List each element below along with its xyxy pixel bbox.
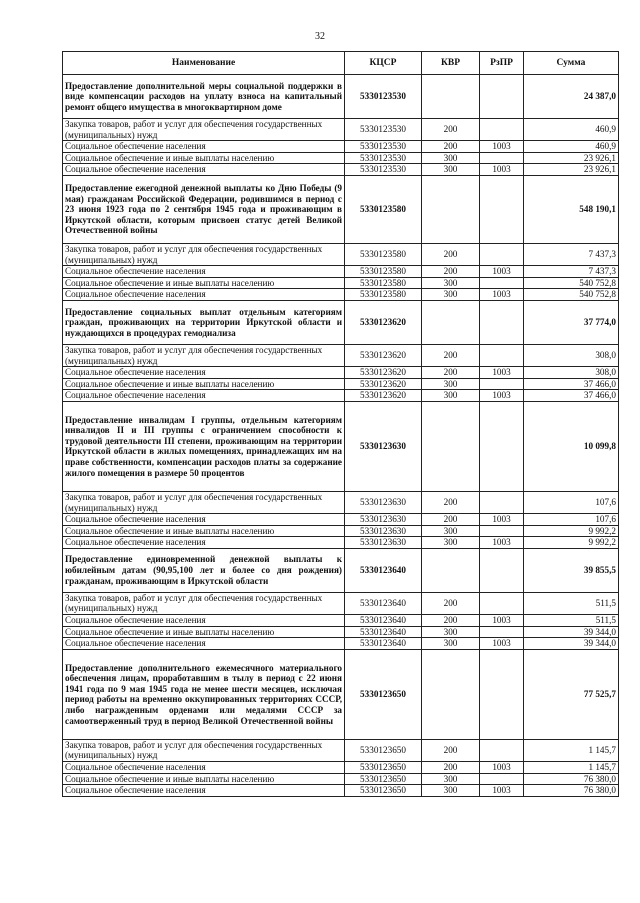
row-name-cell: Социальное обеспечение и иные выплаты населению — [63, 277, 345, 289]
table-row — [63, 592, 619, 614]
table-row — [63, 266, 619, 278]
row-kvr-cell: 200 — [422, 615, 480, 627]
row-rzpr-cell — [480, 626, 524, 638]
program-sum-cell: 37 774,0 — [524, 300, 619, 344]
row-kcsr-cell: 5330123580 — [345, 243, 422, 265]
table-row — [63, 773, 619, 785]
table-row — [63, 367, 619, 379]
row-sum-cell: 511,5 — [524, 592, 619, 614]
row-kcsr-cell: 5330123630 — [345, 514, 422, 526]
program-sum-cell: 77 525,7 — [524, 649, 619, 739]
table-header-row — [63, 52, 619, 75]
table-row — [63, 390, 619, 402]
row-kcsr-cell: 5330123620 — [345, 367, 422, 379]
row-kcsr-cell: 5330123650 — [345, 739, 422, 761]
program-sum-cell: 24 387,0 — [524, 75, 619, 119]
row-name-cell: Социальное обеспечение населения — [63, 266, 345, 278]
row-kvr-cell: 200 — [422, 739, 480, 761]
row-name-cell: Закупка товаров, работ и услуг для обеспечения государственных (муниципальных) нужд — [63, 739, 345, 761]
row-kvr-cell: 200 — [422, 762, 480, 774]
row-kcsr-cell: 5330123530 — [345, 141, 422, 153]
row-kcsr-cell: 5330123650 — [345, 785, 422, 797]
program-row — [63, 300, 619, 344]
row-name-cell: Социальное обеспечение и иные выплаты населению — [63, 378, 345, 390]
table-row — [63, 491, 619, 513]
row-kcsr-cell: 5330123630 — [345, 525, 422, 537]
table-row — [63, 525, 619, 537]
row-name-cell: Закупка товаров, работ и услуг для обеспечения государственных (муниципальных) нужд — [63, 344, 345, 366]
program-rzpr-cell — [480, 649, 524, 739]
row-kvr-cell: 300 — [422, 773, 480, 785]
table-row — [63, 638, 619, 650]
row-rzpr-cell — [480, 592, 524, 614]
program-sum-cell: 10 099,8 — [524, 401, 619, 491]
row-kcsr-cell: 5330123530 — [345, 119, 422, 141]
table-row — [63, 615, 619, 627]
row-kcsr-cell: 5330123580 — [345, 277, 422, 289]
row-name-cell: Социальное обеспечение населения — [63, 141, 345, 153]
row-kvr-cell: 300 — [422, 378, 480, 390]
row-sum-cell: 107,6 — [524, 491, 619, 513]
row-sum-cell: 39 344,0 — [524, 626, 619, 638]
row-rzpr-cell: 1003 — [480, 266, 524, 278]
row-rzpr-cell — [480, 277, 524, 289]
row-kcsr-cell: 5330123620 — [345, 378, 422, 390]
row-kcsr-cell: 5330123630 — [345, 537, 422, 549]
program-sum-cell: 548 190,1 — [524, 175, 619, 243]
row-kvr-cell: 200 — [422, 119, 480, 141]
table-row — [63, 141, 619, 153]
row-kvr-cell: 200 — [422, 367, 480, 379]
program-row — [63, 649, 619, 739]
row-sum-cell: 308,0 — [524, 344, 619, 366]
table-row — [63, 762, 619, 774]
table-body — [63, 75, 619, 797]
row-rzpr-cell — [480, 344, 524, 366]
row-name-cell: Социальное обеспечение населения — [63, 367, 345, 379]
row-rzpr-cell — [480, 773, 524, 785]
row-kvr-cell: 300 — [422, 277, 480, 289]
row-name-cell: Социальное обеспечение населения — [63, 615, 345, 627]
row-kvr-cell: 200 — [422, 344, 480, 366]
row-rzpr-cell: 1003 — [480, 289, 524, 301]
header-name: Наименование — [63, 52, 345, 75]
row-rzpr-cell — [480, 491, 524, 513]
program-kcsr-cell: 5330123650 — [345, 649, 422, 739]
row-kvr-cell: 300 — [422, 164, 480, 176]
table-row — [63, 289, 619, 301]
row-rzpr-cell: 1003 — [480, 785, 524, 797]
row-kvr-cell: 300 — [422, 638, 480, 650]
page-number: 32 — [315, 31, 325, 42]
row-sum-cell: 1 145,7 — [524, 739, 619, 761]
row-rzpr-cell: 1003 — [480, 141, 524, 153]
row-rzpr-cell — [480, 119, 524, 141]
header-sum: Сумма — [524, 52, 619, 75]
row-kvr-cell: 300 — [422, 525, 480, 537]
program-name-cell: Предоставление инвалидам I группы, отдельным категориям инвалидов II и III группы с ограничением способности к трудовой деятельности III степени, проживающим на территории Иркутской области в жилых помещениях, принадлежащих им на праве собственности, компенсации расходов платы за содержание жилого помещения в размере 50 процентов — [63, 401, 345, 491]
program-kcsr-cell: 5330123530 — [345, 75, 422, 119]
row-rzpr-cell: 1003 — [480, 762, 524, 774]
row-sum-cell: 540 752,8 — [524, 277, 619, 289]
row-kvr-cell: 300 — [422, 626, 480, 638]
row-name-cell: Социальное обеспечение и иные выплаты населению — [63, 773, 345, 785]
row-rzpr-cell: 1003 — [480, 537, 524, 549]
row-sum-cell: 7 437,3 — [524, 266, 619, 278]
row-kcsr-cell: 5330123620 — [345, 344, 422, 366]
row-rzpr-cell — [480, 525, 524, 537]
table-row — [63, 537, 619, 549]
table-row — [63, 785, 619, 797]
row-kcsr-cell: 5330123530 — [345, 164, 422, 176]
row-kcsr-cell: 5330123640 — [345, 626, 422, 638]
row-sum-cell: 23 926,1 — [524, 164, 619, 176]
row-kvr-cell: 300 — [422, 152, 480, 164]
table-row — [63, 164, 619, 176]
row-name-cell: Социальное обеспечение населения — [63, 164, 345, 176]
row-name-cell: Социальное обеспечение населения — [63, 785, 345, 797]
table-row — [63, 344, 619, 366]
table-row — [63, 626, 619, 638]
row-sum-cell: 37 466,0 — [524, 390, 619, 402]
program-sum-cell: 39 855,5 — [524, 548, 619, 592]
program-name-cell: Предоставление дополнительного ежемесячного материального обеспечения лицам, проработавшим в тылу в период с 22 июня 1941 года по 9 мая 1945 года не менее шести месяцев, исключая период работы на временно оккупированных территориях СССР, либо награжденным орденами или медалями СССР за самоотверженный труд в период Великой Отечественной войны — [63, 649, 345, 739]
row-rzpr-cell — [480, 152, 524, 164]
program-row — [63, 175, 619, 243]
row-kcsr-cell: 5330123580 — [345, 266, 422, 278]
row-name-cell: Социальное обеспечение населения — [63, 390, 345, 402]
header-kcsr: КЦСР — [345, 52, 422, 75]
row-sum-cell: 7 437,3 — [524, 243, 619, 265]
row-sum-cell: 23 926,1 — [524, 152, 619, 164]
row-sum-cell: 76 380,0 — [524, 773, 619, 785]
table-row — [63, 152, 619, 164]
program-row — [63, 401, 619, 491]
row-name-cell: Социальное обеспечение и иные выплаты населению — [63, 152, 345, 164]
row-kvr-cell: 200 — [422, 243, 480, 265]
table-row — [63, 277, 619, 289]
program-kvr-cell — [422, 175, 480, 243]
row-rzpr-cell — [480, 739, 524, 761]
budget-table — [62, 51, 619, 797]
row-name-cell: Закупка товаров, работ и услуг для обеспечения государственных (муниципальных) нужд — [63, 243, 345, 265]
table-row — [63, 514, 619, 526]
row-kcsr-cell: 5330123630 — [345, 491, 422, 513]
header-rzpr: РзПР — [480, 52, 524, 75]
program-kcsr-cell: 5330123630 — [345, 401, 422, 491]
program-name-cell: Предоставление социальных выплат отдельным категориям граждан, проживающих на территории Иркутской области и нуждающихся в процедурах гемодиализа — [63, 300, 345, 344]
row-rzpr-cell — [480, 378, 524, 390]
program-kvr-cell — [422, 75, 480, 119]
row-sum-cell: 460,9 — [524, 141, 619, 153]
row-sum-cell: 107,6 — [524, 514, 619, 526]
row-sum-cell: 9 992,2 — [524, 525, 619, 537]
table-row — [63, 378, 619, 390]
row-name-cell: Социальное обеспечение и иные выплаты населению — [63, 626, 345, 638]
program-rzpr-cell — [480, 300, 524, 344]
row-kvr-cell: 200 — [422, 592, 480, 614]
row-name-cell: Социальное обеспечение населения — [63, 537, 345, 549]
table-row — [63, 119, 619, 141]
row-rzpr-cell: 1003 — [480, 514, 524, 526]
row-name-cell: Закупка товаров, работ и услуг для обеспечения государственных (муниципальных) нужд — [63, 119, 345, 141]
program-rzpr-cell — [480, 401, 524, 491]
row-sum-cell: 1 145,7 — [524, 762, 619, 774]
program-name-cell: Предоставление единовременной денежной выплаты к юбилейным датам (90,95,100 лет и более со дня рождения) гражданам, проживающим в Иркутской области — [63, 548, 345, 592]
row-kvr-cell: 200 — [422, 266, 480, 278]
program-kcsr-cell: 5330123640 — [345, 548, 422, 592]
row-sum-cell: 37 466,0 — [524, 378, 619, 390]
row-name-cell: Социальное обеспечение и иные выплаты населению — [63, 525, 345, 537]
table-row — [63, 739, 619, 761]
row-rzpr-cell: 1003 — [480, 367, 524, 379]
row-sum-cell: 76 380,0 — [524, 785, 619, 797]
row-name-cell: Социальное обеспечение населения — [63, 514, 345, 526]
program-kvr-cell — [422, 401, 480, 491]
row-name-cell: Закупка товаров, работ и услуг для обеспечения государственных (муниципальных) нужд — [63, 592, 345, 614]
row-kcsr-cell: 5330123530 — [345, 152, 422, 164]
row-sum-cell: 308,0 — [524, 367, 619, 379]
row-name-cell: Социальное обеспечение населения — [63, 638, 345, 650]
program-kvr-cell — [422, 548, 480, 592]
program-row — [63, 75, 619, 119]
program-kvr-cell — [422, 300, 480, 344]
table-row — [63, 243, 619, 265]
row-kvr-cell: 300 — [422, 390, 480, 402]
row-kcsr-cell: 5330123640 — [345, 592, 422, 614]
row-sum-cell: 9 992,2 — [524, 537, 619, 549]
program-kcsr-cell: 5330123580 — [345, 175, 422, 243]
row-kcsr-cell: 5330123650 — [345, 773, 422, 785]
program-row — [63, 548, 619, 592]
row-rzpr-cell: 1003 — [480, 638, 524, 650]
program-kcsr-cell: 5330123620 — [345, 300, 422, 344]
row-name-cell: Закупка товаров, работ и услуг для обеспечения государственных (муниципальных) нужд — [63, 491, 345, 513]
row-kcsr-cell: 5330123620 — [345, 390, 422, 402]
program-name-cell: Предоставление ежегодной денежной выплаты ко Дню Победы (9 мая) гражданам Российской Федерации, родившимся в период с 23 июня 1923 года по 2 сентября 1945 года и проживающим в Иркутской области, которым присвоен статус детей Великой Отечественной войны — [63, 175, 345, 243]
row-name-cell: Социальное обеспечение населения — [63, 289, 345, 301]
row-sum-cell: 460,9 — [524, 119, 619, 141]
row-kvr-cell: 200 — [422, 141, 480, 153]
row-kvr-cell: 300 — [422, 289, 480, 301]
row-kvr-cell: 300 — [422, 785, 480, 797]
program-rzpr-cell — [480, 548, 524, 592]
row-rzpr-cell: 1003 — [480, 390, 524, 402]
program-kvr-cell — [422, 649, 480, 739]
row-kvr-cell: 200 — [422, 491, 480, 513]
header-kvr: КВР — [422, 52, 480, 75]
row-kvr-cell: 200 — [422, 514, 480, 526]
row-sum-cell: 511,5 — [524, 615, 619, 627]
row-sum-cell: 540 752,8 — [524, 289, 619, 301]
program-name-cell: Предоставление дополнительной меры социальной поддержки в виде компенсации расходов на уплату взноса на капитальный ремонт общего имущества в многоквартирном доме — [63, 75, 345, 119]
row-rzpr-cell: 1003 — [480, 615, 524, 627]
row-kcsr-cell: 5330123640 — [345, 615, 422, 627]
row-kcsr-cell: 5330123640 — [345, 638, 422, 650]
program-rzpr-cell — [480, 75, 524, 119]
row-rzpr-cell — [480, 243, 524, 265]
program-rzpr-cell — [480, 175, 524, 243]
row-kcsr-cell: 5330123580 — [345, 289, 422, 301]
row-name-cell: Социальное обеспечение населения — [63, 762, 345, 774]
row-kcsr-cell: 5330123650 — [345, 762, 422, 774]
row-sum-cell: 39 344,0 — [524, 638, 619, 650]
row-rzpr-cell: 1003 — [480, 164, 524, 176]
row-kvr-cell: 300 — [422, 537, 480, 549]
